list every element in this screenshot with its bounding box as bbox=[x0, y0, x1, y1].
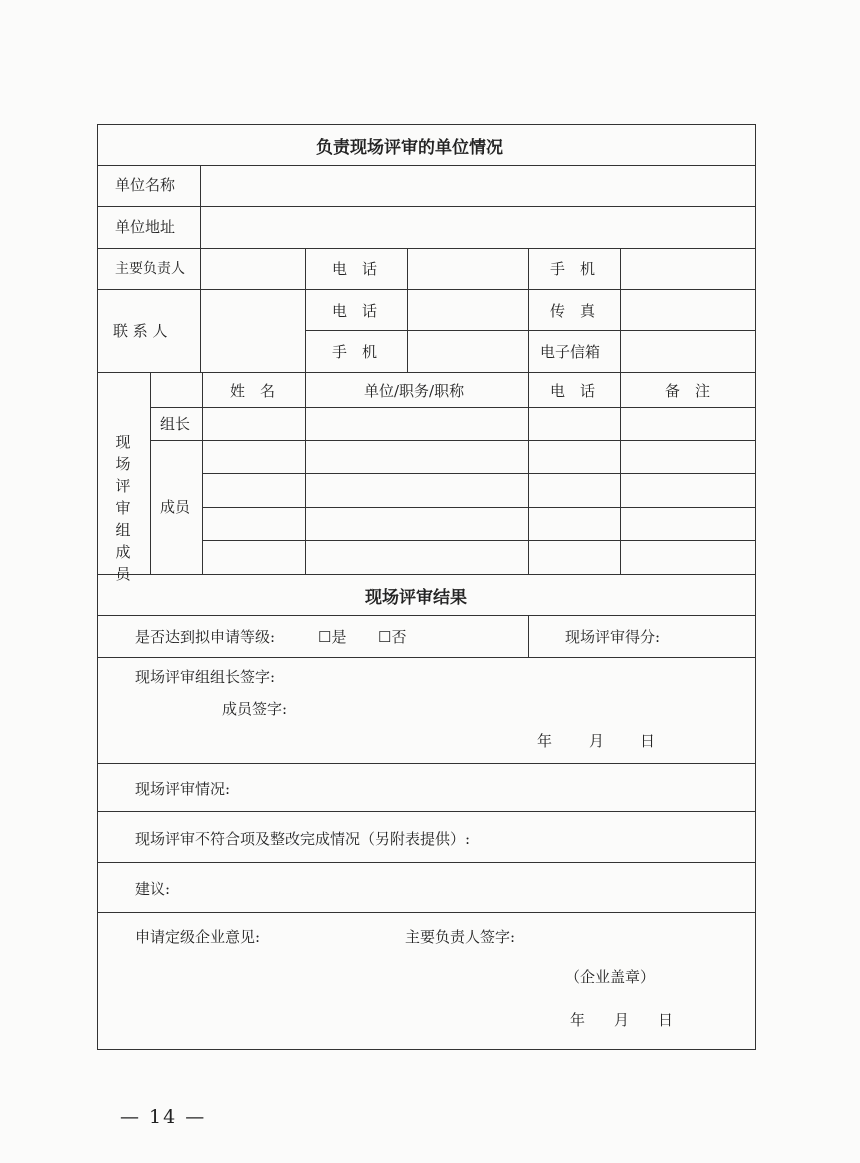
team-group-label: 现场 评审 组成 员 bbox=[115, 433, 131, 583]
reach-level-label: 是否达到拟申请等级: bbox=[135, 628, 276, 646]
seal-label: （企业盖章） bbox=[565, 968, 656, 986]
principal-phone-label: 电 话 bbox=[332, 260, 378, 278]
contact-mobile-label: 手 机 bbox=[332, 343, 378, 361]
score-label: 现场评审得分: bbox=[565, 628, 661, 646]
page-number: — 14 — bbox=[120, 1106, 207, 1128]
header-remarks: 备 注 bbox=[665, 382, 711, 400]
section-title-unit: 负责现场评审的单位情况 bbox=[316, 138, 503, 158]
date2-year: 年 bbox=[570, 1011, 586, 1029]
principal-label: 主要负责人 bbox=[115, 261, 185, 277]
suggestion-label: 建议: bbox=[135, 880, 171, 898]
contact-label: 联 系 人 bbox=[113, 322, 168, 340]
no-checkbox[interactable]: ☐否 bbox=[378, 628, 407, 646]
header-phone: 电 话 bbox=[550, 382, 596, 400]
email-label: 电子信箱 bbox=[540, 343, 601, 361]
fax-label: 传 真 bbox=[550, 302, 596, 320]
principal-mobile-label: 手 机 bbox=[550, 260, 596, 278]
date2-day: 日 bbox=[658, 1011, 674, 1029]
member-sign-label: 成员签字: bbox=[222, 700, 288, 718]
leader-label: 组长 bbox=[160, 415, 191, 433]
situation-label: 现场评审情况: bbox=[135, 780, 231, 798]
yes-checkbox[interactable]: ☐是 bbox=[318, 628, 347, 646]
date-day: 日 bbox=[640, 732, 656, 750]
member-label: 成员 bbox=[160, 498, 191, 516]
leader-sign-label: 现场评审组组长签字: bbox=[135, 668, 276, 686]
unit-address-label: 单位地址 bbox=[115, 218, 176, 236]
date2-month: 月 bbox=[614, 1011, 630, 1029]
contact-phone-label: 电 话 bbox=[332, 302, 378, 320]
nonconformity-label: 现场评审不符合项及整改完成情况（另附表提供）: bbox=[135, 830, 471, 848]
unit-name-label: 单位名称 bbox=[115, 176, 176, 194]
header-unit-position: 单位/职务/职称 bbox=[364, 382, 465, 400]
principal-sign-label: 主要负责人签字: bbox=[405, 928, 516, 946]
header-name: 姓 名 bbox=[230, 382, 276, 400]
opinion-label: 申请定级企业意见: bbox=[135, 928, 261, 946]
date-month: 月 bbox=[589, 732, 605, 750]
date-year: 年 bbox=[537, 732, 553, 750]
section-title-result: 现场评审结果 bbox=[365, 588, 467, 608]
